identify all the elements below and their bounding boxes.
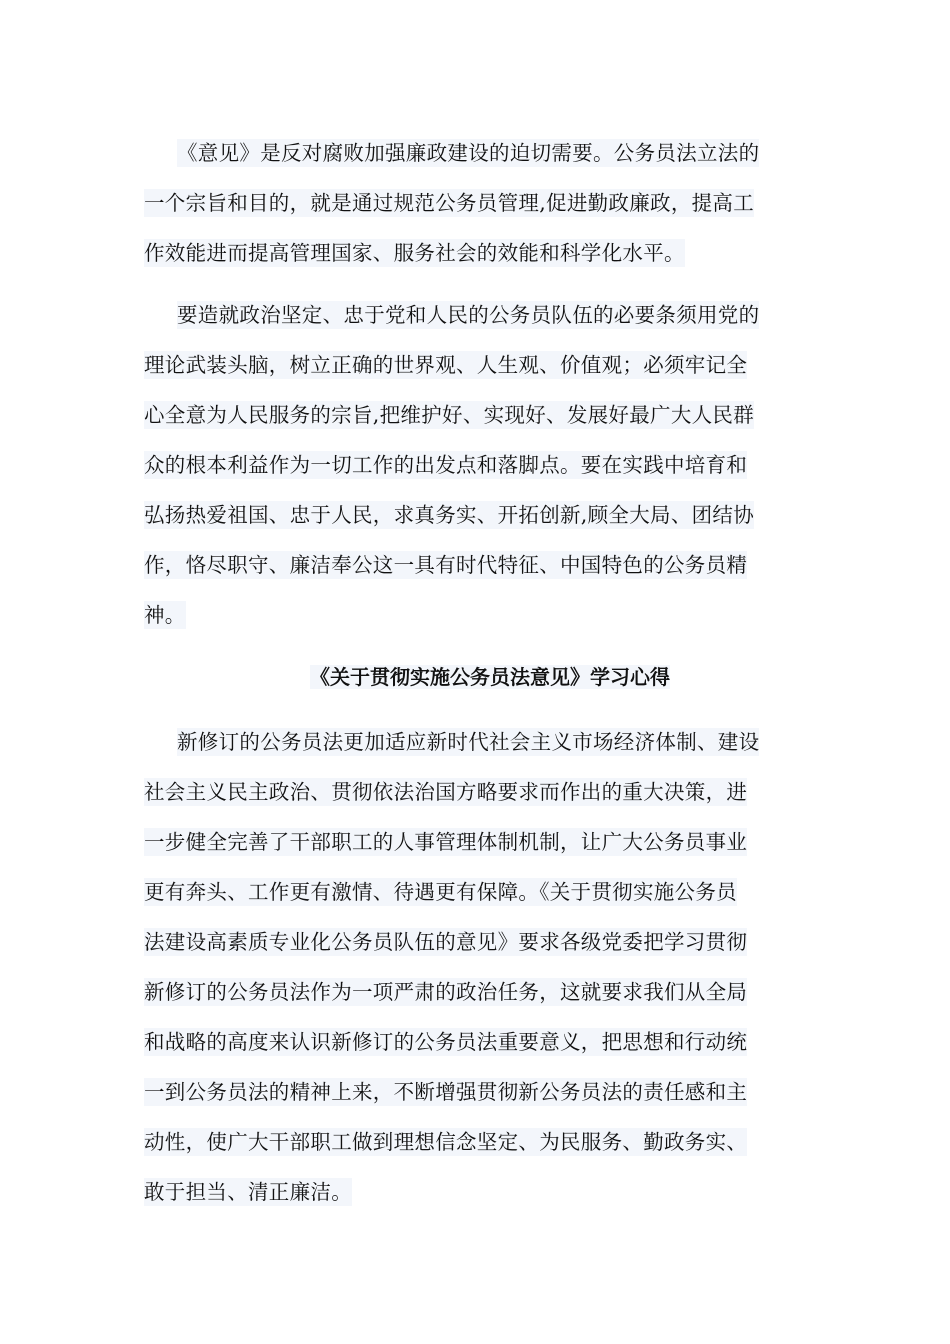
paragraph-2 bbox=[144, 290, 804, 640]
paragraph-line: 一到公务员法的精神上来，不断增强贯彻新公务员法的责任感和主 bbox=[144, 1080, 748, 1104]
paragraph-line: 和战略的高度来认识新修订的公务员法重要意义，把思想和行动统 bbox=[144, 1030, 748, 1054]
paragraph-line: 新修订的公务员法更加适应新时代社会主义市场经济体制、建设 bbox=[177, 730, 760, 754]
paragraph-line: 《意见》是反对腐败加强廉政建设的迫切需要。公务员法立法的 bbox=[177, 141, 760, 165]
paragraph-3 bbox=[144, 717, 804, 1217]
paragraph-line: 众的根本利益作为一切工作的出发点和落脚点。要在实践中培育和 bbox=[144, 453, 748, 477]
paragraph-line: 一步健全完善了干部职工的人事管理体制机制，让广大公务员事业 bbox=[144, 830, 748, 854]
paragraph-line: 敢于担当、清正廉洁。 bbox=[144, 1180, 352, 1204]
paragraph-line: 要造就政治坚定、忠于党和人民的公务员队伍的必要条须用党的 bbox=[177, 303, 760, 327]
paragraph-line: 心全意为人民服务的宗旨,把维护好、实现好、发展好最广大人民群 bbox=[144, 403, 755, 427]
paragraph-line: 作效能进而提高管理国家、服务社会的效能和科学化水平。 bbox=[144, 241, 685, 265]
paragraph-line: 新修订的公务员法作为一项严肃的政治任务，这就要求我们从全局 bbox=[144, 980, 748, 1004]
paragraph-line: 更有奔头、工作更有激情、待遇更有保障。《关于贯彻实施公务员 bbox=[144, 880, 737, 904]
paragraph-line: 动性，使广大干部职工做到理想信念坚定、为民服务、勤政务实、 bbox=[144, 1130, 748, 1154]
paragraph-line: 作，恪尽职守、廉洁奉公这一具有时代特征、中国特色的公务员精 bbox=[144, 553, 748, 577]
paragraph-line: 社会主义民主政治、贯彻依法治国方略要求而作出的重大决策，进 bbox=[144, 780, 748, 804]
paragraph-line: 法建设高素质专业化公务员队伍的意见》要求各级党委把学习贯彻 bbox=[144, 930, 748, 954]
paragraph-line: 弘扬热爱祖国、忠于人民，求真务实、开拓创新,顾全大局、团结协 bbox=[144, 503, 755, 527]
paragraph-line: 神。 bbox=[144, 603, 186, 627]
paragraph-1 bbox=[144, 128, 804, 278]
paragraph-line: 理论武装头脑，树立正确的世界观、人生观、价值观；必须牢记全 bbox=[144, 353, 748, 377]
paragraph-line: 一个宗旨和目的，就是通过规范公务员管理,促进勤政廉政，提高工 bbox=[144, 191, 755, 215]
section-heading: 《关于贯彻实施公务员法意见》学习心得 bbox=[310, 665, 670, 689]
